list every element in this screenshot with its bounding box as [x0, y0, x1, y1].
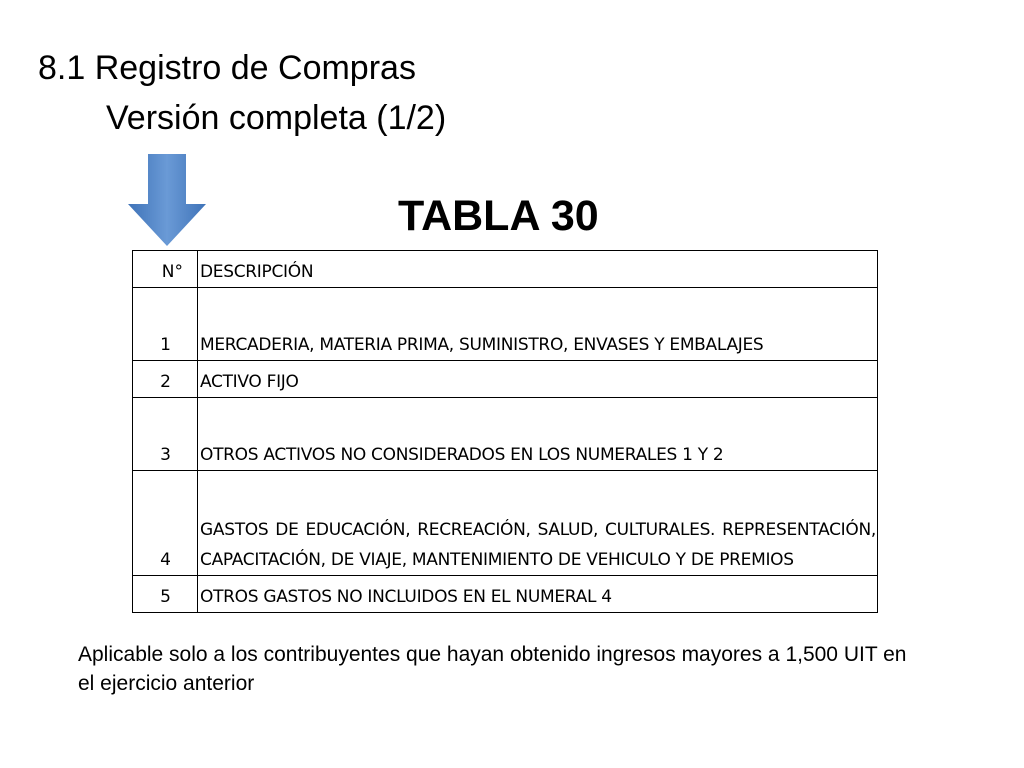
- row-desc: OTROS ACTIVOS NO CONSIDERADOS EN LOS NUMERALES 1 Y 2: [198, 398, 878, 471]
- arrow-down-icon: [128, 154, 206, 246]
- table-row: [133, 398, 878, 471]
- row-num: 2: [133, 361, 198, 398]
- header-num: N°: [133, 251, 198, 288]
- row-desc: MERCADERIA, MATERIA PRIMA, SUMINISTRO, ENVASES Y EMBALAJES: [198, 288, 878, 361]
- table-row: [133, 288, 878, 361]
- row-num: 1: [133, 288, 198, 361]
- row-desc: ACTIVO FIJO: [198, 361, 878, 398]
- row-num: 5: [133, 576, 198, 613]
- row-desc: OTROS GASTOS NO INCLUIDOS EN EL NUMERAL 4: [198, 576, 878, 613]
- description-table: [132, 250, 878, 613]
- table-header-row: [133, 251, 878, 288]
- row-desc: GASTOS DE EDUCACIÓN, RECREACIÓN, SALUD, CULTURALES. REPRESENTACIÓN, CAPACITACIÓN, DE VIAJE, MANTENIMIENTO DE VEHICULO Y DE PREMIOS: [198, 471, 878, 576]
- applicability-note: Aplicable solo a los contribuyentes que hayan obtenido ingresos mayores a 1,500 UIT en el ejercicio anterior: [78, 643, 907, 695]
- table-row: [133, 576, 878, 613]
- slide-title-line1: 8.1 Registro de Compras: [38, 49, 416, 87]
- table-row: [133, 471, 878, 576]
- table-row: [133, 361, 878, 398]
- header-desc: DESCRIPCIÓN: [198, 251, 878, 288]
- row-num: 3: [133, 398, 198, 471]
- row-num: 4: [133, 471, 198, 576]
- table-title: TABLA 30: [398, 192, 599, 240]
- slide-title-line2: Versión completa (1/2): [106, 99, 447, 137]
